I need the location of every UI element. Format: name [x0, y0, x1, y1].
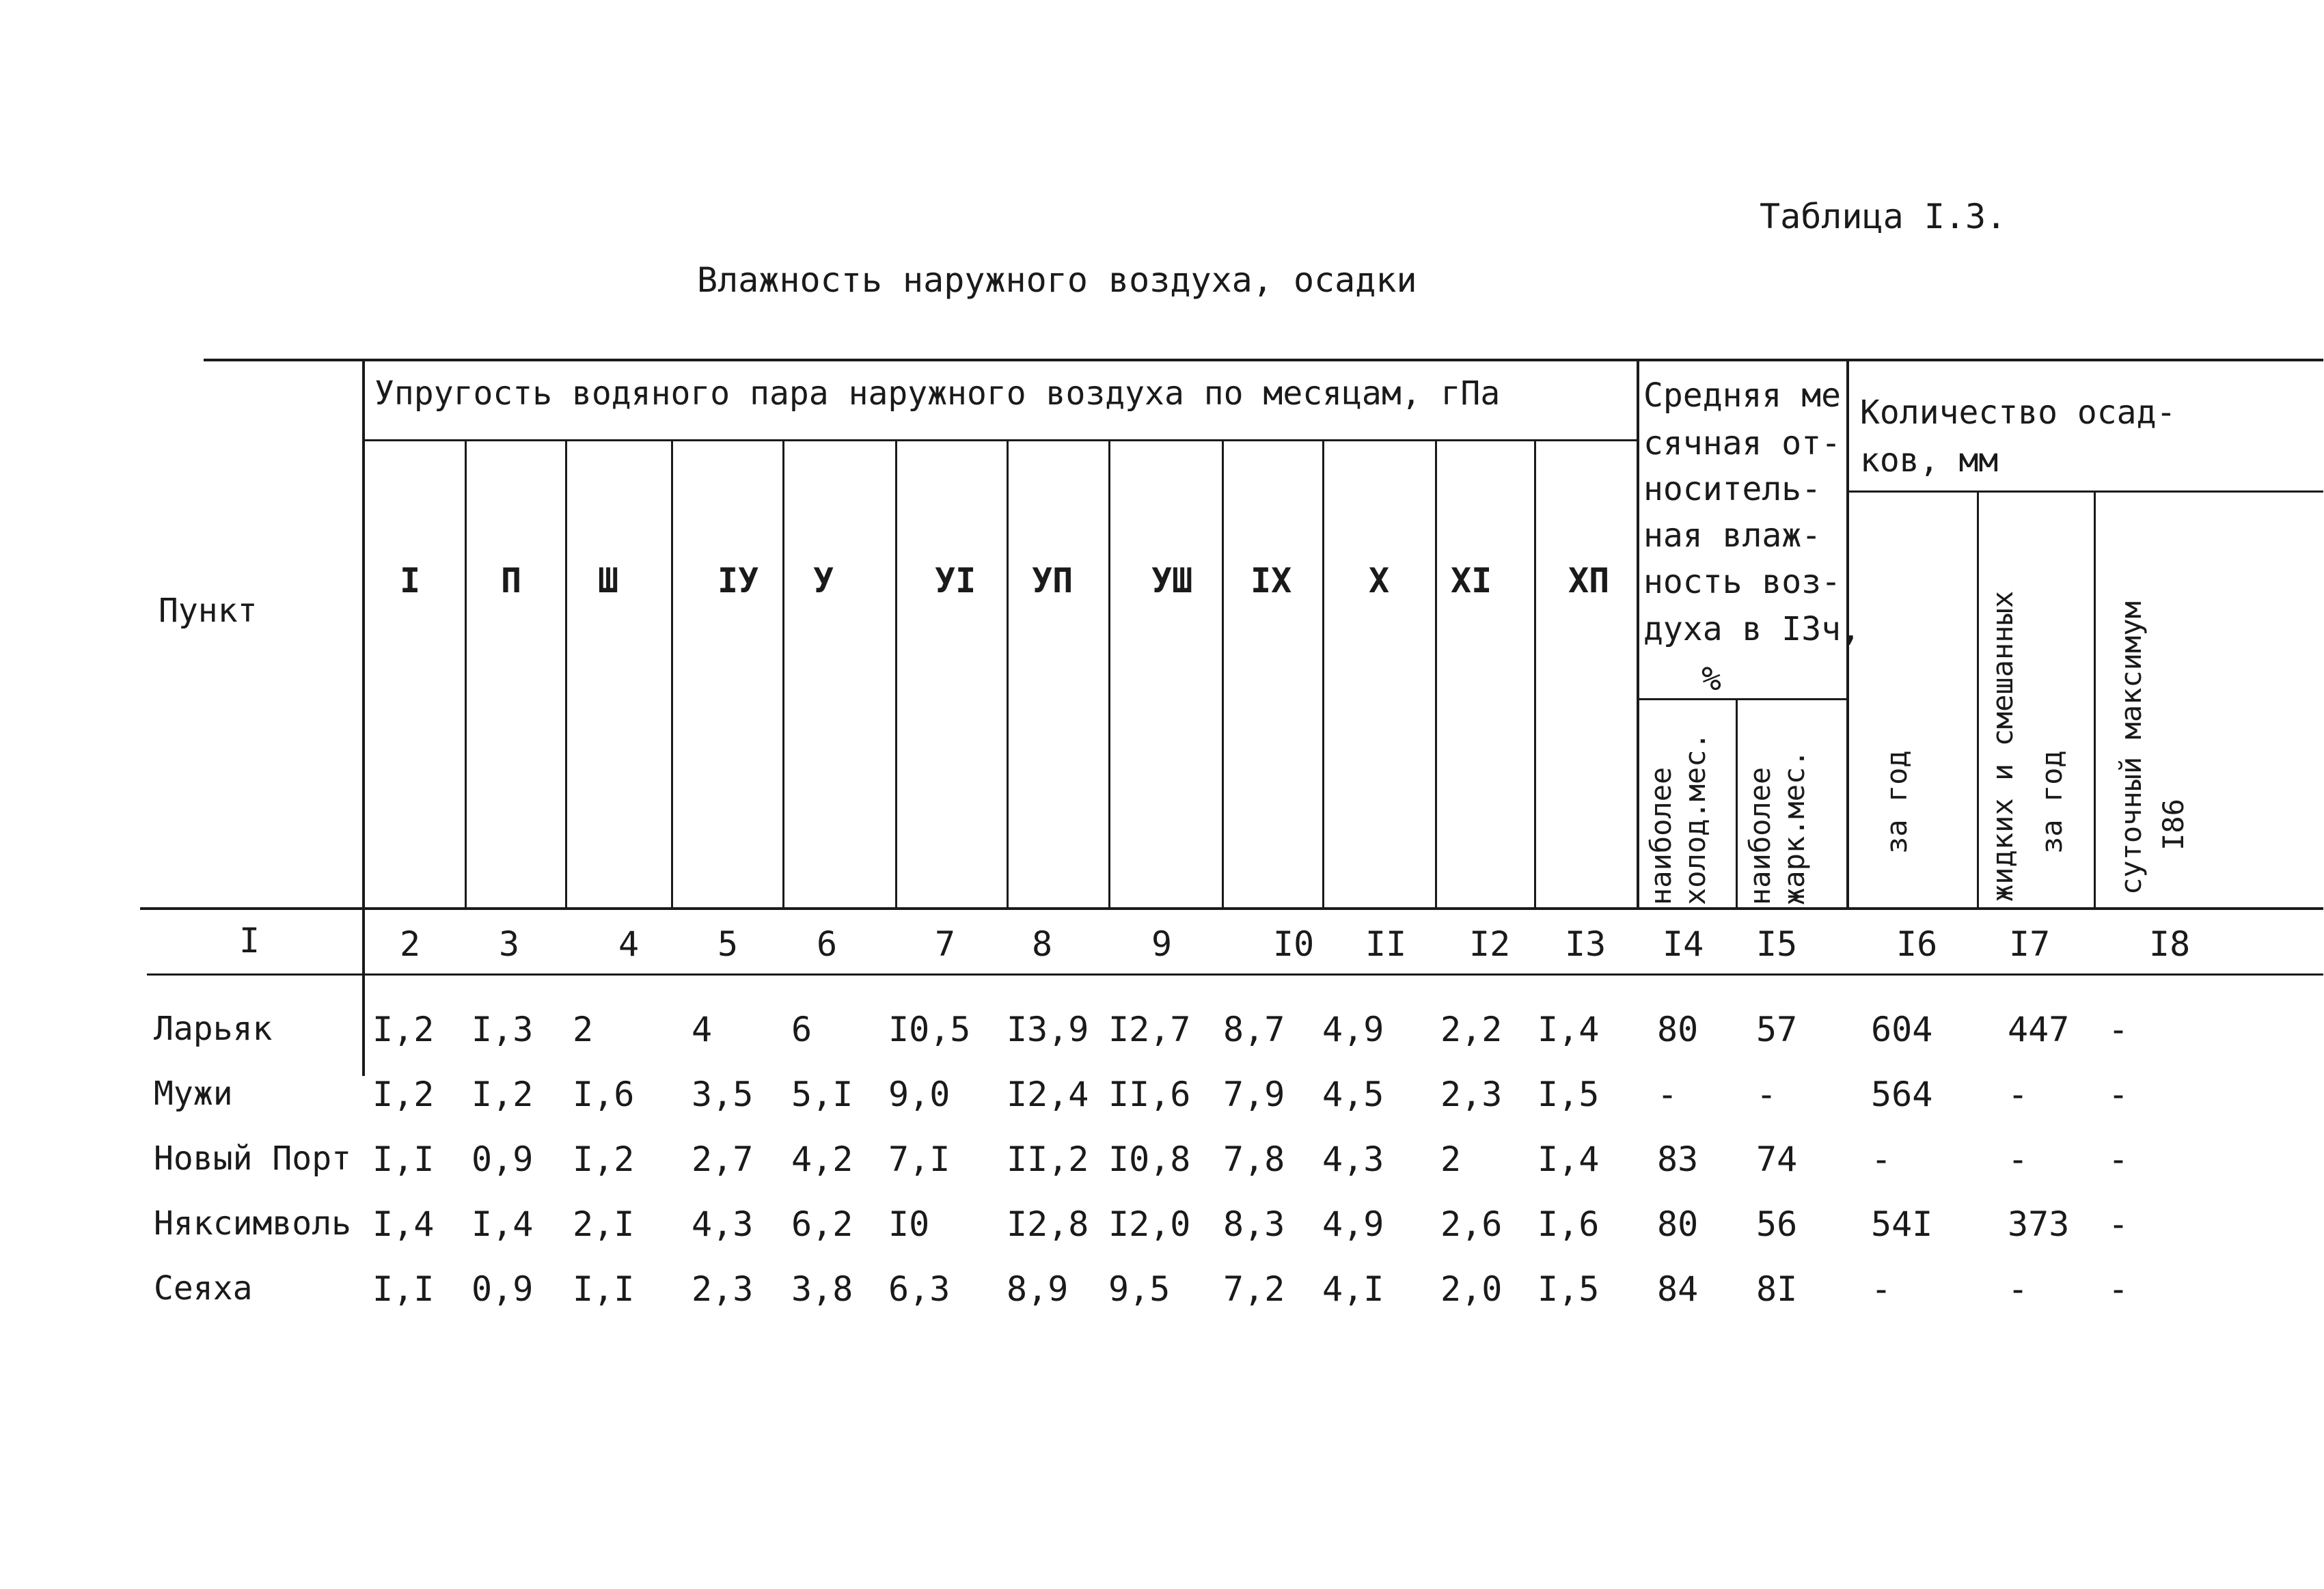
- table-cell: I,6: [1537, 1204, 1600, 1244]
- header-humidity-cold-1: наиболее: [1644, 766, 1678, 905]
- column-number: 9: [1151, 924, 1173, 964]
- table-cell: -: [2008, 1269, 2029, 1309]
- header-precip-liquid-2: за год: [2035, 750, 2068, 854]
- table-cell: 604: [1871, 1010, 1933, 1049]
- table-cell: 6,2: [791, 1204, 853, 1244]
- month-header: I: [400, 561, 421, 600]
- table-cell: 2,I: [573, 1204, 635, 1244]
- table-cell: I,I: [372, 1269, 435, 1309]
- table-cell: I,I: [573, 1269, 635, 1309]
- row-name: Новый Порт: [154, 1139, 351, 1178]
- table-cell: -: [2008, 1075, 2029, 1114]
- table-cell: I,4: [372, 1204, 435, 1244]
- table-cell: I,2: [573, 1139, 635, 1179]
- table-cell: 564: [1871, 1075, 1933, 1114]
- table-cell: 8,9: [1007, 1269, 1069, 1309]
- month-header: УШ: [1151, 561, 1193, 600]
- table-cell: I,5: [1537, 1075, 1600, 1114]
- column-number: 2: [400, 924, 421, 964]
- month-header: П: [501, 561, 522, 600]
- month-header: IУ: [717, 561, 759, 600]
- column-number: 8: [1032, 924, 1053, 964]
- table-cell: 373: [2008, 1204, 2070, 1244]
- table-cell: 4,5: [1322, 1075, 1384, 1114]
- table-cell: I2,4: [1007, 1075, 1089, 1114]
- table-cell: 2,3: [692, 1269, 754, 1309]
- header-vapor-pressure: Упругость водяного пара наружного воздуха по месяцам, гПа: [374, 374, 1501, 413]
- table-cell: I3,9: [1007, 1010, 1089, 1049]
- table-cell: 54I: [1871, 1204, 1933, 1244]
- table-cell: I,4: [1537, 1139, 1600, 1179]
- column-number: 5: [717, 924, 739, 964]
- column-number: 7: [935, 924, 956, 964]
- column-number: I3: [1565, 924, 1607, 964]
- table-cell: I0,8: [1108, 1139, 1191, 1179]
- table-cell: 0,9: [471, 1269, 534, 1309]
- table-cell: -: [1657, 1075, 1678, 1114]
- table-cell: 6: [791, 1010, 812, 1049]
- header-precip-max-2: I86: [2157, 799, 2190, 851]
- month-header: XI: [1451, 561, 1492, 600]
- table-cell: 56: [1756, 1204, 1798, 1244]
- table-cell: 0,9: [471, 1139, 534, 1179]
- table-cell: I,I: [372, 1139, 435, 1179]
- table-cell: 4,2: [791, 1139, 853, 1179]
- table-cell: I,2: [372, 1010, 435, 1049]
- row-name: Ларьяк: [154, 1010, 273, 1048]
- column-number: II: [1365, 924, 1407, 964]
- table-cell: I,4: [471, 1204, 534, 1244]
- table-cell: 2: [1440, 1139, 1462, 1179]
- table-cell: II,6: [1108, 1075, 1191, 1114]
- table-cell: I,2: [372, 1075, 435, 1114]
- table-caption: Таблица I.3.: [1760, 197, 2007, 236]
- table-cell: 4: [692, 1010, 713, 1049]
- column-number: I8: [2149, 924, 2191, 964]
- table-cell: 4,3: [692, 1204, 754, 1244]
- table-cell: -: [1756, 1075, 1777, 1114]
- table-cell: I0: [888, 1204, 930, 1244]
- table-cell: I2,7: [1108, 1010, 1191, 1049]
- month-header: УП: [1032, 561, 1074, 600]
- row-name: Няксимволь: [154, 1204, 351, 1243]
- table-cell: 8,3: [1223, 1204, 1285, 1244]
- table-cell: 80: [1657, 1204, 1699, 1244]
- table-cell: 5,I: [791, 1075, 853, 1114]
- table-cell: -: [2108, 1204, 2129, 1244]
- table-cell: -: [2108, 1269, 2129, 1309]
- table-cell: II,2: [1007, 1139, 1089, 1179]
- table-cell: -: [1871, 1139, 1892, 1179]
- column-number: I5: [1756, 924, 1798, 964]
- table-cell: 4,9: [1322, 1204, 1384, 1244]
- table-cell: 57: [1756, 1010, 1798, 1049]
- table-cell: 83: [1657, 1139, 1699, 1179]
- header-humidity-warm-2: жарк.мес.: [1777, 749, 1811, 905]
- header-punkt: Пункт: [159, 592, 258, 630]
- table-cell: I,2: [471, 1075, 534, 1114]
- header-precip-liquid-1: жидких и смешанных: [1986, 590, 2019, 902]
- column-number: I4: [1663, 924, 1704, 964]
- month-header: УI: [935, 561, 976, 600]
- table-cell: 3,8: [791, 1269, 853, 1309]
- table-cell: 2,2: [1440, 1010, 1503, 1049]
- table-cell: 2: [573, 1010, 594, 1049]
- table-cell: 4,3: [1322, 1139, 1384, 1179]
- table-cell: -: [2108, 1139, 2129, 1179]
- table-cell: 7,2: [1223, 1269, 1285, 1309]
- table-cell: I,4: [1537, 1010, 1600, 1049]
- table-cell: -: [2008, 1139, 2029, 1179]
- table-cell: -: [1871, 1269, 1892, 1309]
- column-number: I0: [1273, 924, 1315, 964]
- month-header: X: [1369, 561, 1390, 600]
- table-cell: 2,3: [1440, 1075, 1503, 1114]
- table-title: Влажность наружного воздуха, осадки: [697, 260, 1417, 300]
- header-humidity-cold-2: холод.мес.: [1678, 732, 1712, 905]
- table-cell: 80: [1657, 1010, 1699, 1049]
- table-cell: 9,0: [888, 1075, 951, 1114]
- table-cell: 447: [2008, 1010, 2070, 1049]
- table-cell: I2,8: [1007, 1204, 1089, 1244]
- table-cell: I,3: [471, 1010, 534, 1049]
- month-header: IX: [1250, 561, 1292, 600]
- table-cell: 3,5: [692, 1075, 754, 1114]
- table-cell: 7,I: [888, 1139, 951, 1179]
- table-cell: 74: [1756, 1139, 1798, 1179]
- column-number: I7: [2009, 924, 2051, 964]
- table-cell: 7,9: [1223, 1075, 1285, 1114]
- month-header: Ш: [598, 561, 619, 600]
- table-cell: 2,0: [1440, 1269, 1503, 1309]
- column-number: I: [239, 921, 260, 961]
- column-number: I2: [1469, 924, 1511, 964]
- header-humidity-warm-1: наиболее: [1743, 766, 1777, 905]
- header-precip-year: за год: [1880, 750, 1913, 854]
- table-cell: 7,8: [1223, 1139, 1285, 1179]
- table-cell: 2,7: [692, 1139, 754, 1179]
- table-cell: I,6: [573, 1075, 635, 1114]
- table-cell: 2,6: [1440, 1204, 1503, 1244]
- table-cell: I2,0: [1108, 1204, 1191, 1244]
- table-cell: 8I: [1756, 1269, 1798, 1309]
- table-cell: 9,5: [1108, 1269, 1171, 1309]
- column-number: 4: [618, 924, 640, 964]
- column-number: 6: [817, 924, 838, 964]
- table-cell: 6,3: [888, 1269, 951, 1309]
- row-name: Мужи: [154, 1075, 233, 1113]
- table-cell: 84: [1657, 1269, 1699, 1309]
- column-number: I6: [1896, 924, 1938, 964]
- table-cell: 4,I: [1322, 1269, 1384, 1309]
- row-name: Сеяха: [154, 1269, 253, 1308]
- month-header: У: [813, 561, 834, 600]
- table-cell: 4,9: [1322, 1010, 1384, 1049]
- table-cell: I0,5: [888, 1010, 971, 1049]
- table-cell: -: [2108, 1010, 2129, 1049]
- month-header: XП: [1568, 561, 1610, 600]
- header-precip-max-1: суточный максимум: [2114, 601, 2148, 895]
- table-cell: I,5: [1537, 1269, 1600, 1309]
- table-cell: 8,7: [1223, 1010, 1285, 1049]
- table-cell: -: [2108, 1075, 2129, 1114]
- column-number: 3: [499, 924, 520, 964]
